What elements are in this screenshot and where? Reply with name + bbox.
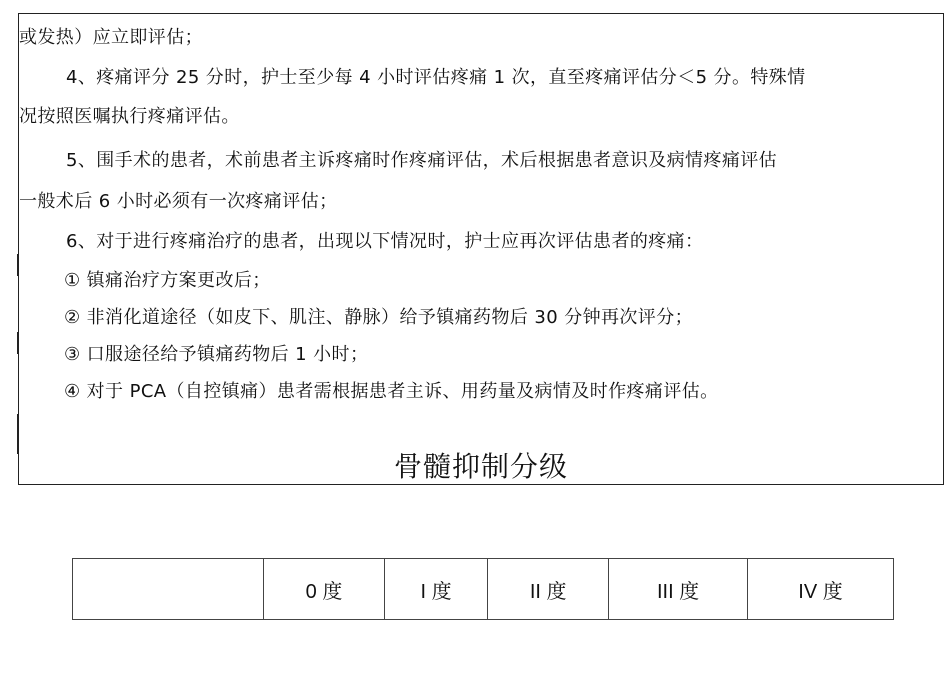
paragraph-6: 6、对于进行疼痛治疗的患者，出现以下情况时，护士应再次评估患者的疼痛： bbox=[66, 231, 704, 252]
margin-mark bbox=[17, 414, 19, 454]
section-title: 骨髓抑制分级 bbox=[393, 450, 568, 483]
list-item: ④ 对于 PCA（自控镇痛）患者需根据患者主诉、用药量及病情及时作疼痛评估。 bbox=[64, 381, 719, 402]
paragraph-4: 4、疼痛评分 25 分时，护士至少每 4 小时评估疼痛 1 次，直至疼痛评估分＜5 分。特殊情 bbox=[66, 67, 806, 88]
table-header-cell: I 度 bbox=[385, 559, 488, 620]
text-line: 况按照医嘱执行疼痛评估。 bbox=[19, 106, 240, 127]
margin-mark bbox=[17, 332, 19, 354]
list-item: ③ 口服途径给予镇痛药物后 1 小时； bbox=[64, 344, 369, 365]
table-header-row bbox=[73, 559, 894, 620]
text-line: 或发热）应立即评估； bbox=[19, 27, 203, 48]
text-line: 一般术后 6 小时必须有一次疼痛评估； bbox=[19, 191, 338, 212]
table-header-cell: IV 度 bbox=[748, 559, 894, 620]
table-header-cell: 0 度 bbox=[264, 559, 385, 620]
document-box bbox=[18, 13, 944, 485]
table-header-cell: III 度 bbox=[609, 559, 748, 620]
table-header-cell bbox=[73, 559, 264, 620]
paragraph-5: 5、围手术的患者，术前患者主诉疼痛时作疼痛评估，术后根据患者意识及病情疼痛评估 bbox=[66, 150, 778, 171]
table-header-cell: II 度 bbox=[488, 559, 609, 620]
list-item: ② 非消化道途径（如皮下、肌注、静脉）给予镇痛药物后 30 分钟再次评分； bbox=[64, 307, 694, 328]
list-item: ① 镇痛治疗方案更改后； bbox=[64, 270, 271, 291]
margin-mark bbox=[17, 254, 19, 276]
bone-marrow-grade-table bbox=[72, 558, 894, 620]
